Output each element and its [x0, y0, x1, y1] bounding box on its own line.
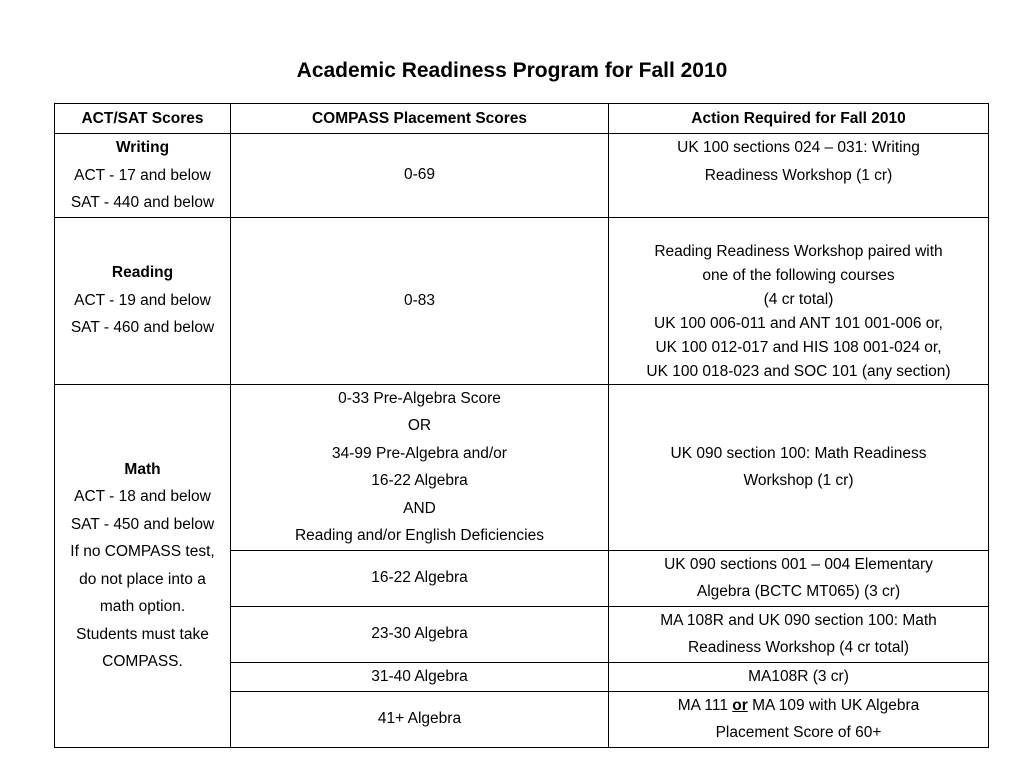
- math-line: SAT - 450 and below: [70, 515, 215, 533]
- page-title: Academic Readiness Program for Fall 2010: [296, 59, 728, 82]
- math-action-line: UK 090 sections 001 – 004 Elementary: [664, 555, 933, 573]
- action-text: MA 109 with UK Algebra: [747, 696, 920, 714]
- reading-compass-cell: 0-83: [231, 217, 609, 384]
- reading-action-line: one of the following courses: [702, 266, 895, 284]
- math-compass-line: 16-22 Algebra: [371, 472, 468, 489]
- math-compass-cell: 31-40 Algebra: [231, 662, 609, 691]
- math-compass-line: 34-99 Pre-Algebra and/or: [332, 444, 507, 462]
- writing-action-line: UK 100 sections 024 – 031: Writing: [677, 139, 920, 156]
- math-line: math option.: [99, 598, 186, 615]
- math-action-line: Workshop (1 cr): [743, 472, 854, 489]
- reading-scores-cell: [55, 217, 231, 384]
- writing-action-cell: [609, 134, 989, 218]
- table-row-writing: [55, 134, 989, 218]
- math-compass-cell: [231, 384, 609, 550]
- math-line: If no COMPASS test,: [70, 543, 215, 560]
- header-scores: ACT/SAT Scores: [55, 104, 231, 134]
- readiness-table: [54, 103, 989, 748]
- math-compass-line: 0-33 Pre-Algebra Score: [338, 389, 501, 407]
- math-compass-cell: 16-22 Algebra: [231, 550, 609, 606]
- header-compass: COMPASS Placement Scores: [231, 104, 609, 134]
- reading-action-line: UK 100 012-017 and HIS 108 001-024 or,: [655, 338, 942, 356]
- table-row-math-1: [55, 384, 989, 550]
- math-action-line: Placement Score of 60+: [715, 724, 882, 741]
- math-action-line: MA 108R and UK 090 section 100: Math: [660, 611, 937, 629]
- math-action-line: Algebra (BCTC MT065) (3 cr): [696, 583, 901, 600]
- reading-action-line: (4 cr total): [763, 290, 834, 308]
- math-action-cell: MA108R (3 cr): [609, 662, 989, 691]
- math-line: do not place into a: [79, 570, 206, 588]
- math-scores-cell: [55, 384, 231, 747]
- math-action-line: Readiness Workshop (4 cr total): [687, 639, 910, 656]
- math-heading: Math: [124, 460, 161, 478]
- math-action-line: UK 090 section 100: Math Readiness: [670, 444, 927, 462]
- math-line: ACT - 18 and below: [74, 488, 211, 505]
- math-line: Students must take: [76, 625, 209, 643]
- writing-sat: SAT - 440 and below: [70, 194, 215, 211]
- math-compass-line: AND: [403, 499, 436, 517]
- writing-heading: Writing: [115, 139, 170, 156]
- math-line: COMPASS.: [102, 653, 183, 670]
- writing-action-line: Readiness Workshop (1 cr): [704, 166, 893, 184]
- math-compass-line: Reading and/or English Deficiencies: [294, 527, 544, 544]
- math-compass-line: OR: [407, 417, 432, 434]
- table-row-reading: [55, 217, 989, 384]
- math-action-cell: [609, 691, 989, 747]
- reading-act: ACT - 19 and below: [74, 291, 211, 309]
- math-action-cell: [609, 550, 989, 606]
- table-header-row: [55, 104, 989, 134]
- math-compass-cell: 41+ Algebra: [231, 691, 609, 747]
- math-compass-cell: 23-30 Algebra: [231, 606, 609, 662]
- reading-sat: SAT - 460 and below: [70, 319, 215, 337]
- action-text: MA 111: [677, 696, 733, 714]
- emphasis-or: or: [732, 696, 748, 714]
- reading-action-line: Reading Readiness Workshop paired with: [654, 242, 943, 260]
- reading-heading: Reading: [111, 264, 174, 282]
- writing-act: ACT - 17 and below: [74, 166, 211, 184]
- math-action-cell: [609, 384, 989, 550]
- header-action: Action Required for Fall 2010: [609, 104, 989, 134]
- writing-scores-cell: [55, 134, 231, 218]
- reading-action-cell: [609, 217, 989, 384]
- math-action-line: [612, 692, 985, 720]
- reading-action-line: UK 100 006-011 and ANT 101 001-006 or,: [654, 314, 943, 332]
- math-action-cell: [609, 606, 989, 662]
- writing-compass-cell: 0-69: [231, 134, 609, 218]
- reading-action-line: UK 100 018-023 and SOC 101 (any section): [646, 362, 951, 380]
